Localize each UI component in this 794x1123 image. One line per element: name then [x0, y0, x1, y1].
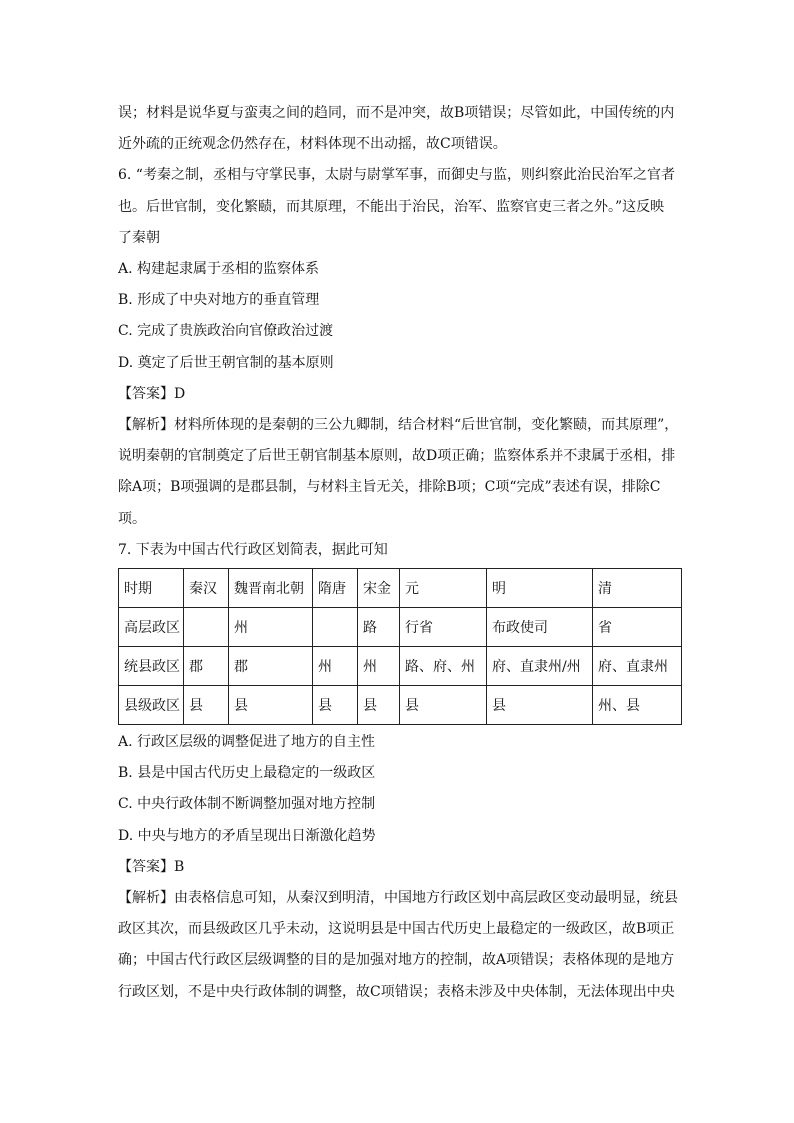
continuation-line-1: 误；材料是说华夏与蛮夷之间的趋同，而不是冲突，故B项错误；尽管如此，中国传统的内 [118, 105, 675, 121]
table-header-cell: 宋金 [358, 569, 400, 608]
q6-stem-line-3: 了秦朝 [118, 229, 160, 246]
table-cell: 郡 [229, 647, 313, 686]
q7-analysis-line-4: 行政区划，不是中央行政体制的调整，故C项错误；表格未涉及中央体制，无法体现出中央 [118, 983, 675, 1000]
table-cell: 路 [358, 608, 400, 647]
table-cell: 州 [313, 647, 358, 686]
q7-option-d: D. 中央与地方的矛盾呈现出日渐激化趋势 [118, 827, 376, 844]
table-cell: 行省 [400, 608, 487, 647]
table-header-cell: 时期 [119, 569, 184, 608]
table-header-cell: 清 [593, 569, 682, 608]
table-header-row [119, 569, 682, 608]
table-cell: 省 [593, 608, 682, 647]
table-cell: 县 [358, 686, 400, 725]
table-cell: 州 [229, 608, 313, 647]
q6-answer: 【答案】D [118, 385, 186, 402]
table-header-cell: 秦汉 [184, 569, 229, 608]
table-cell: 路、府、州 [400, 647, 487, 686]
q7-stem: 7. 下表为中国古代行政区划简表，据此可知 [118, 541, 388, 558]
table-cell: 郡 [184, 647, 229, 686]
table-cell: 州 [358, 647, 400, 686]
table-cell [184, 608, 229, 647]
table-header-cell: 隋唐 [313, 569, 358, 608]
table-row [119, 608, 682, 647]
table-cell [313, 608, 358, 647]
table-cell: 统县政区 [119, 647, 184, 686]
table-cell: 州、县 [593, 686, 682, 725]
table-header-cell: 明 [487, 569, 593, 608]
table-cell: 布政使司 [487, 608, 593, 647]
table-cell: 县 [229, 686, 313, 725]
q6-option-a: A. 构建起隶属于丞相的监察体系 [118, 261, 320, 278]
table-cell: 高层政区 [119, 608, 184, 647]
table-row [119, 686, 682, 725]
q6-option-c: C. 完成了贵族政治向官僚政治过渡 [118, 323, 334, 340]
continuation-line-2: 近外疏的正统观念仍然存在，材料体现不出动摇，故C项错误。 [118, 136, 507, 153]
q6-option-d: D. 奠定了后世王朝官制的基本原则 [118, 354, 334, 371]
admin-division-table [118, 568, 682, 725]
table-cell: 县 [313, 686, 358, 725]
q7-analysis-line-1: 【解析】由表格信息可知，从秦汉到明清，中国地方行政区划中高层政区变动最明显，统县 [118, 890, 678, 907]
q6-analysis-line-3: 除A项；B项强调的是郡县制，与材料主旨无关，排除B项；C项“完成”表述有误，排除C [118, 479, 661, 496]
table-cell: 县 [184, 686, 229, 725]
q7-option-b: B. 县是中国古代历史上最稳定的一级政区 [118, 765, 376, 782]
table-header-cell: 元 [400, 569, 487, 608]
q6-analysis-line-4: 项。 [118, 510, 146, 527]
q6-option-b: B. 形成了中央对地方的垂直管理 [118, 292, 320, 309]
q7-option-c: C. 中央行政体制不断调整加强对地方控制 [118, 796, 376, 813]
q6-analysis-line-2: 说明秦朝的官制奠定了后世王朝官制基本原则，故D项正确；监察体系并不隶属于丞相，排 [118, 448, 676, 465]
table-row [119, 647, 682, 686]
q7-analysis-line-2: 政区其次，而县级政区几乎未动，这说明县是中国古代历史上最稳定的一级政区，故B项正 [118, 921, 675, 938]
table-cell: 府、直隶州 [593, 647, 682, 686]
table-cell: 府、直隶州/州 [487, 647, 593, 686]
table-cell: 县 [487, 686, 593, 725]
q6-stem-line-1: 6. “考秦之制，丞相与守掌民事，太尉与尉掌军事，而御史与监，则纠察此治民治军之官者 [118, 167, 675, 184]
document-page [118, 98, 682, 1008]
table-cell: 县 [400, 686, 487, 725]
q7-answer: 【答案】B [118, 858, 185, 875]
q6-stem-line-2: 也。后世官制，变化繁赜，而其原理，不能出于治民，治军、监察官吏三者之外。”这反映 [118, 198, 665, 215]
q7-analysis-line-3: 确；中国古代行政区层级调整的目的是加强对地方的控制，故A项错误；表格体现的是地方 [118, 952, 675, 969]
q6-analysis-line-1: 【解析】材料所体现的是秦朝的三公九卿制，结合材料“后世官制，变化繁赜，而其原理”， [118, 417, 679, 434]
q7-option-a: A. 行政区层级的调整促进了地方的自主性 [118, 734, 376, 751]
table-header-cell: 魏晋南北朝 [229, 569, 313, 608]
table-cell: 县级政区 [119, 686, 184, 725]
